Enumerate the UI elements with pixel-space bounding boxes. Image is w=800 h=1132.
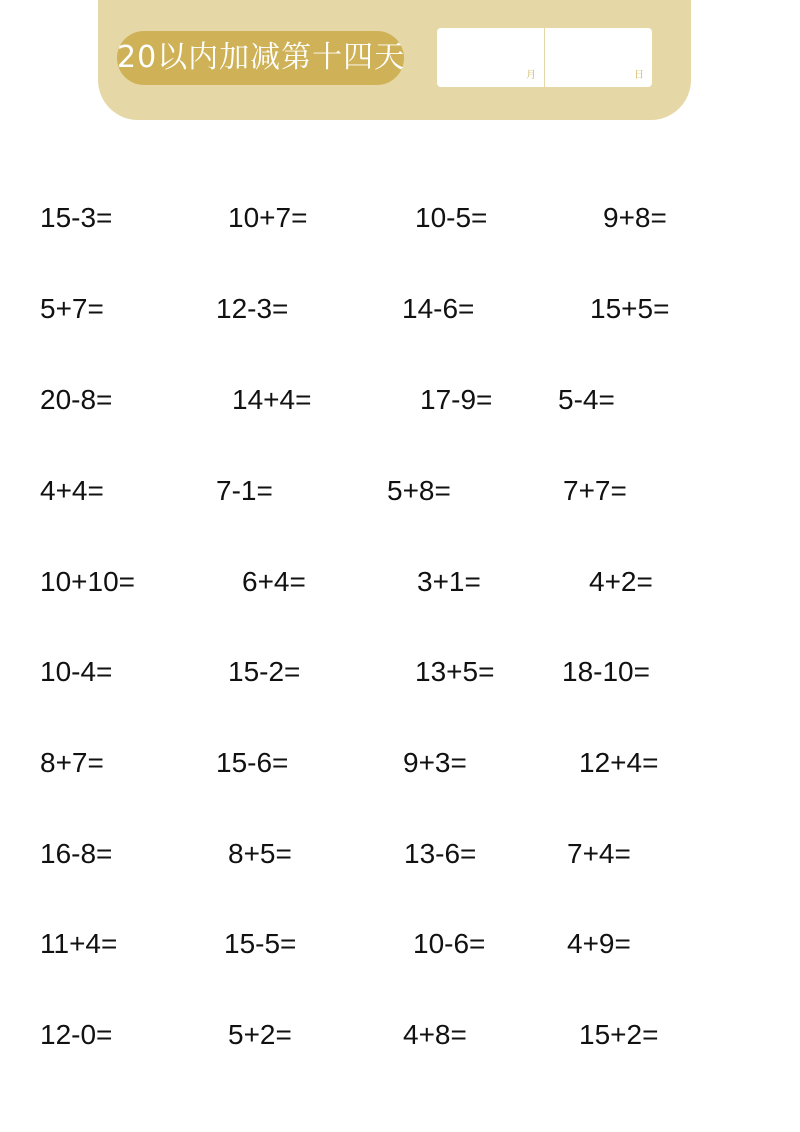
problem: 7-1= xyxy=(216,475,273,506)
problem: 5+8= xyxy=(387,475,451,506)
problem: 10+7= xyxy=(228,202,308,233)
problem: 4+9= xyxy=(567,928,631,959)
problem: 7+7= xyxy=(563,475,627,506)
problem: 5+7= xyxy=(40,293,104,324)
problem: 10-4= xyxy=(40,656,113,687)
problem: 18-10= xyxy=(562,656,650,687)
problem: 4+8= xyxy=(403,1019,467,1050)
problem: 5+2= xyxy=(228,1019,292,1050)
problem: 8+5= xyxy=(228,838,292,869)
problem: 4+2= xyxy=(589,566,653,597)
problem: 8+7= xyxy=(40,747,104,778)
day-field[interactable] xyxy=(544,28,652,87)
problem: 15-5= xyxy=(224,928,297,959)
problem: 15+2= xyxy=(579,1019,659,1050)
problem: 5-4= xyxy=(558,384,615,415)
problem: 3+1= xyxy=(417,566,481,597)
problem: 7+4= xyxy=(567,838,631,869)
problem: 9+3= xyxy=(403,747,467,778)
problem: 13+5= xyxy=(415,656,495,687)
problem: 16-8= xyxy=(40,838,113,869)
problem: 11+4= xyxy=(40,928,118,959)
problem: 4+4= xyxy=(40,475,104,506)
problem: 14-6= xyxy=(402,293,475,324)
problem: 10+10= xyxy=(40,566,135,597)
worksheet-title: 20以内加减第十四天 xyxy=(117,31,404,85)
day-label: 日 xyxy=(634,70,644,81)
problem: 12-0= xyxy=(40,1019,113,1050)
problem: 13-6= xyxy=(404,838,477,869)
problem: 20-8= xyxy=(40,384,113,415)
problem: 10-6= xyxy=(413,928,486,959)
problem: 17-9= xyxy=(420,384,493,415)
problem: 10-5= xyxy=(415,202,488,233)
problem: 15+5= xyxy=(590,293,670,324)
problem: 15-6= xyxy=(216,747,289,778)
problem: 9+8= xyxy=(603,202,667,233)
problem: 15-3= xyxy=(40,202,113,233)
date-box xyxy=(437,28,652,87)
problem: 6+4= xyxy=(242,566,306,597)
month-label: 月 xyxy=(526,70,536,81)
month-field[interactable] xyxy=(437,28,544,87)
problem: 12+4= xyxy=(579,747,659,778)
problem: 12-3= xyxy=(216,293,289,324)
problem: 14+4= xyxy=(232,384,312,415)
problem: 15-2= xyxy=(228,656,301,687)
